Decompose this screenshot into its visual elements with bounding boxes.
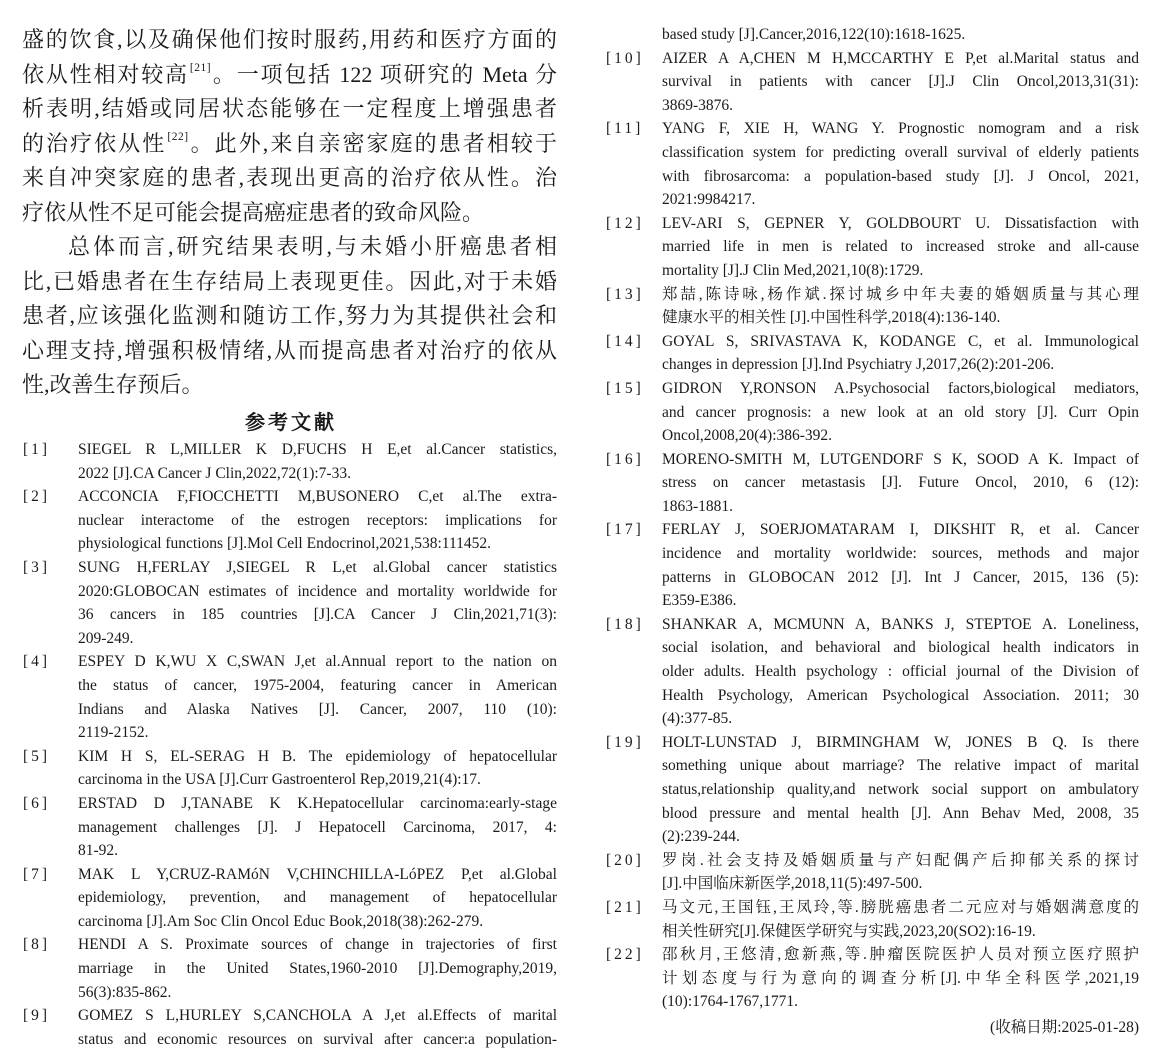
reference-text	[662, 518, 1139, 612]
line-text: 总体而言,研究结果表明,与未婚小肝癌患者相	[68, 234, 557, 259]
reference-line: classification system for predicting overall survival of elderly patients	[662, 143, 1139, 161]
reference-line: 2022 [J].CA Cancer J Clin,2022,72(1):7-33.	[78, 464, 351, 482]
reference-line: 2119-2152.	[78, 724, 149, 742]
reference-text	[78, 438, 557, 485]
reference-line: 邵秋月,王悠清,愈新燕,等.肿瘤医院医护人员对预立医疗照护	[662, 946, 1139, 964]
reference-number: [12]	[606, 214, 644, 232]
reference-text	[78, 556, 557, 650]
reference-entry	[605, 47, 1139, 118]
reference-line: 36 cancers in 185 countries [J].CA Cancer J Clin,2021,71(3):	[78, 606, 557, 624]
line-text: 疗依从性不足可能会提高癌症患者的致命风险。	[22, 199, 485, 225]
reference-number: [18]	[606, 615, 644, 633]
reference-text	[662, 448, 1139, 519]
reference-text	[662, 283, 1139, 330]
reference-entry	[605, 117, 1139, 211]
line-text: 析表明,结婚或同居状态能够在一定程度上增强患者	[22, 96, 557, 121]
reference-line: based study [J].Cancer,2016,122(10):1618-1625.	[662, 26, 966, 43]
reference-line: mortality [J].J Clin Med,2021,10(8):1729.	[662, 261, 924, 279]
reference-line: physiological functions [J].Mol Cell Endocrinol,2021,538:111452.	[78, 535, 492, 553]
reference-line: HENDI A S. Proximate sources of change in trajectories of first	[78, 936, 557, 954]
reference-line: SUNG H,FERLAY J,SIEGEL R L,et al.Global cancer statistics	[78, 558, 557, 576]
reference-entry	[605, 518, 1139, 612]
line-text: 。此外,来自亲密家庭的患者相较于	[188, 130, 557, 156]
reference-text	[662, 330, 1139, 377]
reference-line: SHANKAR A, MCMUNN A, BANKS J, STEPTOE A. Loneliness,	[662, 615, 1139, 633]
reference-number: [9]	[23, 1007, 51, 1025]
line-text: 心理支持,增强积极情绪,从而提高患者对治疗的依从	[22, 337, 557, 363]
reference-entry	[605, 212, 1139, 283]
reference-line: social isolation, and behavioral and biological health indicators in	[662, 639, 1139, 657]
reference-line: carcinoma in the USA [J].Curr Gastroenterol Rep,2019,21(4):17.	[78, 771, 481, 789]
citation-superscript: [21]	[189, 61, 212, 74]
reference-entry	[605, 330, 1139, 377]
reference-line: 健康水平的相关性 [J].中国性科学,2018(4):136-140.	[662, 309, 1001, 327]
reference-line: management challenges [J]. J Hepatocell Carcinoma, 2017, 4:	[78, 818, 557, 836]
line-text: 患者,应该强化监测和随访工作,努力为其提供社会和	[22, 303, 557, 328]
reference-line: older adults. Health psychology : official journal of the Division of	[662, 663, 1139, 681]
reference-line: GOYAL S, SRIVASTAVA K, KODANGE C, et al. Immunological	[662, 332, 1139, 350]
reference-line: 马文元,王国钰,王凤玲,等.膀胱癌患者二元应对与婚姻满意度的	[662, 898, 1139, 916]
reference-line: Oncol,2008,20(4):386-392.	[662, 427, 833, 445]
reference-line: 郑喆,陈诗咏,杨作斌.探讨城乡中年夫妻的婚姻质量与其心理	[662, 285, 1139, 303]
reference-number: [6]	[23, 794, 51, 812]
line-text: 比,已婚患者在生存结局上表现更佳。因此,对于未婚	[22, 268, 557, 294]
reference-text	[78, 485, 557, 556]
reference-line: changes in depression [J].Ind Psychiatry J,2017,26(2):201-206.	[662, 356, 1055, 374]
reference-line: KIM H S, EL-SERAG H B. The epidemiology of hepatocellular	[78, 747, 557, 765]
text-line	[22, 23, 557, 58]
reference-line: incidence and mortality worldwide: sources, methods and major	[662, 545, 1139, 563]
reference-text	[662, 731, 1139, 849]
reference-line: stress on cancer metastasis [J]. Future Oncol, 2010, 6 (12):	[662, 474, 1139, 492]
reference-number: [17]	[606, 521, 644, 539]
reference-entry	[22, 438, 557, 485]
reference-line: Health Psychology, American Psychological Association. 2011; 30	[662, 686, 1139, 704]
reference-line: [J].中国临床新医学,2018,11(5):497-500.	[662, 875, 923, 893]
reference-line: ERSTAD D J,TANABE K K.Hepatocellular carcinoma:early-stage	[78, 794, 557, 812]
reference-text	[662, 896, 1139, 943]
reference-number: [7]	[23, 865, 51, 883]
reference-line: carcinoma [J].Am Soc Clin Oncol Educ Book,2018(38):262-279.	[78, 912, 484, 930]
references-list-right	[605, 23, 1139, 1040]
reference-text	[662, 212, 1139, 283]
text-line	[22, 368, 557, 403]
reference-entry	[22, 1004, 557, 1051]
reference-line: 计划态度与行为意向的调查分析[J].中华全科医学,2021,19	[662, 969, 1139, 987]
reference-entry	[605, 849, 1139, 896]
reference-line: nuclear interactome of the estrogen receptors: implications for	[78, 511, 557, 529]
reference-line: (10):1764-1767,1771.	[662, 993, 799, 1011]
reference-number: [15]	[606, 379, 644, 397]
reference-line: HOLT-LUNSTAD J, BIRMINGHAM W, JONES B Q. Is there	[662, 733, 1139, 751]
reference-line: survival in patients with cancer [J].J Clin Oncol,2013,31(31):	[662, 73, 1139, 91]
reference-number: [20]	[606, 851, 644, 869]
reference-number: [10]	[606, 49, 644, 67]
reference-line: status,relationship quality,and network social support on ambulatory	[662, 781, 1139, 798]
reference-line: the status of cancer, 1975-2004, featuring cancer in American	[78, 676, 557, 694]
text-line	[22, 58, 557, 93]
reference-text	[662, 943, 1139, 1014]
reference-number: [16]	[606, 450, 644, 468]
reference-number: [3]	[23, 558, 51, 576]
references-list-left	[22, 438, 557, 1051]
reference-line: GOMEZ S L,HURLEY S,CANCHOLA A J,et al.Effects of marital	[78, 1007, 557, 1025]
reference-entry	[22, 933, 557, 1004]
reference-line: epidemiology, prevention, and management of hepatocellular	[78, 889, 557, 907]
reference-line: 209-249.	[78, 629, 134, 647]
reference-line: 3869-3876.	[662, 96, 734, 114]
line-text: 。一项包括 122 项研究的 Meta 分	[211, 61, 557, 87]
citation-superscript: [22]	[167, 130, 189, 143]
text-line	[22, 92, 557, 127]
reference-line: 1863-1881.	[662, 497, 734, 515]
reference-entry	[605, 23, 1139, 47]
paragraph	[22, 23, 557, 230]
reference-line: E359-E386.	[662, 592, 737, 610]
reference-entry	[605, 283, 1139, 330]
reference-line: 56(3):835-862.	[78, 983, 172, 1001]
reference-entry	[605, 448, 1139, 519]
reference-line: FERLAY J, SOERJOMATARAM I, DIKSHIT R, et al. Cancer	[662, 521, 1139, 539]
reference-number: [19]	[606, 733, 644, 751]
reference-line: 相关性研究[J].保健医学研究与实践,2023,20(SO2):16-19.	[662, 922, 1036, 940]
paragraph	[22, 230, 557, 403]
reference-entry	[22, 745, 557, 792]
reference-number: [5]	[23, 747, 51, 765]
reference-line: and cancer prognosis: a new look at an old story [J]. Curr Opin	[662, 403, 1139, 421]
reference-number: [14]	[606, 332, 644, 350]
reference-number: [11]	[606, 120, 644, 138]
line-text: 盛的饮食,以及确保他们按时服药,用药和医疗方面的	[22, 27, 557, 52]
received-date: (收稿日期:2025-01-28)	[990, 1018, 1139, 1036]
reference-line: 罗岗.社会支持及婚姻质量与产妇配偶产后抑郁关系的探讨	[662, 851, 1139, 869]
reference-number: [8]	[23, 936, 51, 954]
reference-entry	[22, 650, 557, 744]
reference-line: ACCONCIA F,FIOCCHETTI M,BUSONERO C,et al.The extra-	[78, 488, 557, 506]
reference-number: [21]	[606, 898, 644, 916]
references-right-entries	[605, 23, 1139, 1014]
reference-number: [1]	[23, 441, 51, 458]
reference-line: LEV-ARI S, GEPNER Y, GOLDBOURT U. Dissatisfaction with	[662, 214, 1139, 232]
reference-line: 2021:9984217.	[662, 191, 756, 209]
reference-line: MAK L Y,CRUZ-RAMóN V,CHINCHILLA-LóPEZ P,et al.Global	[78, 865, 557, 883]
reference-text	[662, 117, 1139, 211]
text-line	[22, 230, 557, 265]
reference-entry	[22, 556, 557, 650]
reference-entry	[605, 377, 1139, 448]
reference-line: something unique about marriage? The relative impact of marital	[662, 757, 1139, 775]
reference-text	[78, 650, 557, 744]
reference-text	[662, 613, 1139, 731]
reference-number: [22]	[606, 946, 644, 964]
reference-line: AIZER A A,CHEN M H,MCCARTHY E P,et al.Marital status and	[662, 49, 1139, 67]
text-line	[22, 299, 557, 334]
reference-text	[78, 792, 557, 863]
reference-line: status and economic resources on survival after cancer:a population-	[78, 1030, 557, 1048]
reference-line: marriage in the United States,1960-2010 [J].Demography,2019,	[78, 960, 557, 978]
reference-line: 2020:GLOBOCAN estimates of incidence and mortality worldwide for	[78, 582, 557, 600]
reference-line: ESPEY D K,WU X C,SWAN J,et al.Annual report to the nation on	[78, 653, 557, 671]
reference-line: (2):239-244.	[662, 828, 740, 846]
reference-entry	[605, 731, 1139, 849]
line-text: 依从性相对较高	[22, 61, 189, 87]
reference-entry	[605, 613, 1139, 731]
reference-entry	[22, 863, 557, 934]
reference-entry	[22, 792, 557, 863]
references-heading: 参考文献	[245, 410, 337, 434]
reference-text	[662, 377, 1139, 448]
reference-line: married life in men is related to increased stroke and all-cause	[662, 238, 1139, 256]
reference-line: MORENO-SMITH M, LUTGENDORF S K, SOOD A K. Impact of	[662, 450, 1139, 468]
reference-line: SIEGEL R L,MILLER K D,FUCHS H E,et al.Cancer statistics,	[78, 441, 557, 458]
reference-entry	[605, 943, 1139, 1014]
reference-text	[78, 1004, 557, 1051]
reference-line: blood pressure and mental health [J]. Ann Behav Med, 2008, 35	[662, 804, 1139, 822]
reference-number: [2]	[23, 488, 51, 506]
reference-number: [13]	[606, 285, 644, 303]
reference-line: Indians and Alaska Natives [J]. Cancer, 2007, 110 (10):	[78, 700, 557, 718]
reference-number: [4]	[23, 653, 51, 671]
reference-line: patterns in GLOBOCAN 2012 [J]. Int J Cancer, 2015, 136 (5):	[662, 568, 1139, 586]
reference-line: YANG F, XIE H, WANG Y. Prognostic nomogram and a risk	[662, 120, 1139, 138]
text-line	[22, 161, 557, 196]
line-text: 的治疗依从性	[22, 130, 167, 156]
body-text	[22, 23, 557, 403]
reference-line: with fibrosarcoma: a population-based study [J]. J Oncol, 2021,	[662, 167, 1139, 185]
reference-text	[662, 849, 1139, 896]
line-text: 来自冲突家庭的患者,表现出更高的治疗依从性。治	[22, 165, 557, 190]
reference-text	[78, 863, 557, 934]
reference-entry	[22, 485, 557, 556]
reference-text	[78, 745, 557, 792]
reference-entry	[605, 896, 1139, 943]
text-line	[22, 265, 557, 300]
reference-text	[78, 933, 557, 1004]
line-text: 性,改善生存预后。	[22, 372, 204, 397]
text-line	[22, 334, 557, 369]
text-line	[22, 196, 557, 231]
reference-line: GIDRON Y,RONSON A.Psychosocial factors,biological mediators,	[662, 379, 1139, 397]
reference-text	[662, 47, 1139, 118]
reference-text	[662, 23, 1139, 47]
text-line	[22, 127, 557, 162]
reference-line: (4):377-85.	[662, 710, 733, 728]
reference-line: 81-92.	[78, 842, 119, 860]
